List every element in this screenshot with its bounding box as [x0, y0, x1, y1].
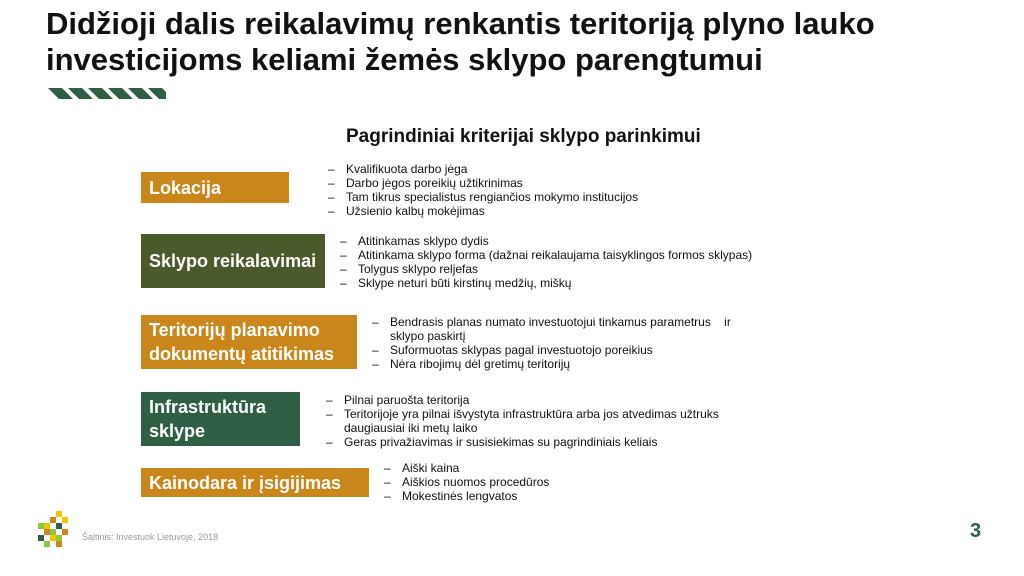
list-item: – Užsienio kalbų mokėjimas: [328, 204, 485, 218]
list-item: – Kvalifikuota darbo jėga: [328, 162, 468, 176]
page-number: 3: [970, 520, 982, 542]
list-item: – Bendrasis planas numato investuotojui tinkamus parametrus ir sklypo paskirtį: [372, 315, 731, 343]
list-item: – Atitinkamas sklypo dydis: [340, 234, 489, 248]
criterion-bullets-pricing: [384, 461, 684, 503]
criterion-label-pricing: Kainodara ir įsigijimas: [141, 468, 369, 497]
list-item: – Aiški kaina: [384, 461, 460, 475]
list-item: – Nėra ribojimų dėl gretimų teritorijų: [372, 357, 571, 371]
list-item: – Tam tikrus specialistus rengiančios mokymo institucijos: [328, 190, 639, 204]
section-subtitle: Pagrindiniai kriterijai sklypo parinkimui: [346, 126, 701, 147]
list-item: – Pilnai paruošta teritorija: [326, 393, 470, 407]
list-item: – Mokestinės lengvatos: [384, 489, 518, 503]
criterion-label-location: Lokacija: [141, 172, 289, 203]
list-item: – Darbo jėgos poreikių užtikrinimas: [328, 176, 523, 190]
list-item: – Atitinkama sklypo forma (dažnai reikalaujama taisyklingos formos sklypas): [340, 248, 753, 262]
title-stripe-decoration: [48, 88, 166, 99]
list-item: – Suformuotas sklypas pagal investuotojo poreikius: [372, 343, 653, 357]
list-item: – Sklype neturi būti kirstinų medžių, miškų: [340, 276, 572, 290]
criterion-bullets-plot-requirements: [340, 234, 810, 290]
criterion-bullets-location: [328, 162, 748, 218]
criterion-label-plot-requirements: Sklypo reikalavimai: [141, 234, 325, 288]
list-item: – Teritorijoje yra pilnai išvystyta infrastruktūra arba jos atvedimas užtruks daugiausiai iki metų laiko: [326, 407, 719, 435]
criterion-bullets-planning-documents: [372, 315, 740, 371]
source-note: Šaltinis: Investuok Lietuvoje, 2018: [82, 532, 219, 542]
criterion-bullets-infrastructure: [326, 393, 746, 449]
list-item: – Aiškios nuomos procedūros: [384, 475, 550, 489]
organization-logo: [38, 511, 68, 547]
list-item: – Tolygus sklypo reljefas: [340, 262, 479, 276]
list-item: – Geras privažiavimas ir susisiekimas su pagrindiniais keliais: [326, 435, 658, 449]
criterion-label-planning-documents: Teritorijų planavimo dokumentų atitikimas: [141, 315, 357, 369]
criterion-label-infrastructure: Infrastruktūra sklype: [141, 392, 300, 446]
page-title: Didžioji dalis reikalavimų renkantis teritoriją plyno lauko investicijoms keliami žemės sklypo parengtumui: [46, 6, 875, 77]
